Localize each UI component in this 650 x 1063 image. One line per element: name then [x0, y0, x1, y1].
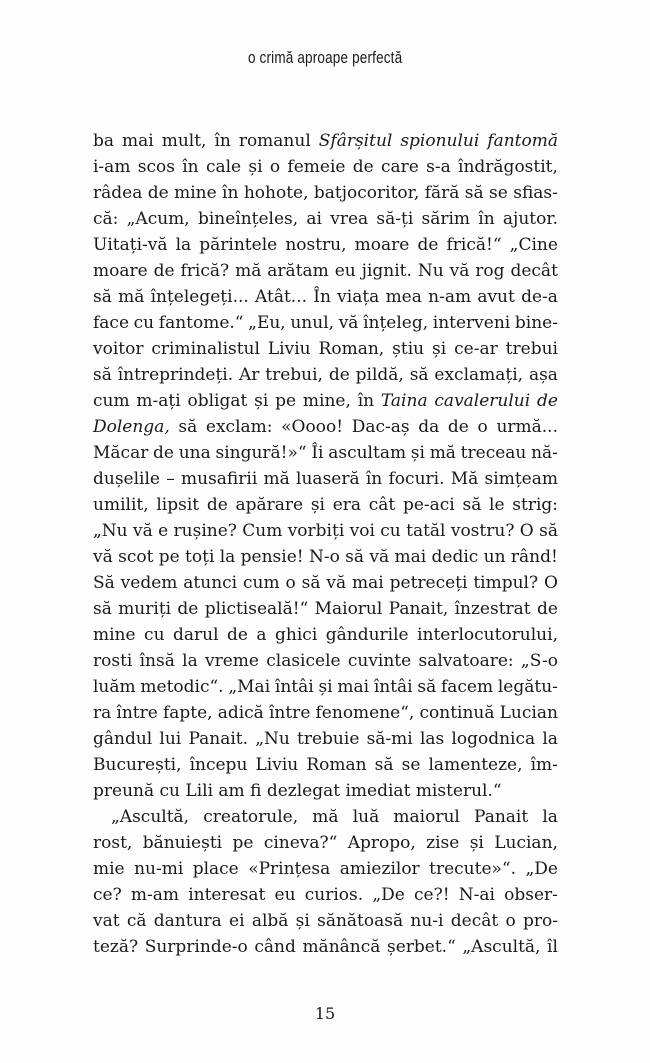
text-line: ra între fapte, adică între fenomene“, continuă Lucian: [93, 703, 558, 723]
text-line: să muriți de plictiseală!“ Maiorul Panait, înzestrat de: [93, 599, 558, 619]
text-line: rost, bănuiești pe cineva?“ Apropo, zise și Lucian,: [93, 833, 558, 853]
text-line: rosti însă la vreme clasicele cuvinte salvatoare: „S-o: [93, 651, 558, 671]
text-line: umilit, lipsit de apărare și era cât pe-aci să le strig:: [93, 495, 558, 515]
text-line: voitor criminalistul Liviu Roman, știu și ce-ar trebui: [93, 339, 558, 359]
text-line: Măcar de una singură!»“ Îi ascultam și mă treceau nă-: [93, 443, 558, 463]
text-line: luăm metodic“. „Mai întâi și mai întâi să facem legătu-: [93, 677, 558, 697]
text-line: gândul lui Panait. „Nu trebuie să-mi las logodnica la: [93, 729, 558, 749]
page-body-text: [93, 128, 558, 960]
text-line: ce? m-am interesat eu curios. „De ce?! N-ai obser-: [93, 885, 558, 905]
running-head-text: o crimă aproape perfectă: [247, 49, 403, 67]
page-number: 15: [314, 1004, 336, 1023]
text-line: moare de frică? mă arătam eu jignit. Nu vă rog decât: [93, 261, 558, 281]
text-line: râdea de mine în hohote, batjocoritor, fără să se sfias-: [93, 183, 558, 203]
text-line: face cu fantome.“ „Eu, unul, vă înțeleg, interveni bine-: [93, 313, 558, 333]
text-line: „Ascultă, creatorule, mă luă maiorul Panait la: [111, 807, 558, 827]
text-line: Dolenga, să exclam: «Oooo! Dac-aș da de o urmă...: [93, 417, 558, 437]
text-line: să mă înțelegeți... Atât... În viața mea n-am avut de-a: [93, 287, 558, 307]
text-line: mine cu darul de a ghici gândurile interlocutorului,: [93, 625, 558, 645]
text-line: dușelile – musafirii mă luaseră în focuri. Mă simțeam: [93, 469, 558, 489]
text-line: vă scot pe toți la pensie! N-o să vă mai dedic un rând!: [93, 547, 558, 567]
text-line: i-am scos în cale și o femeie de care s-a îndrăgostit,: [93, 157, 558, 177]
text-line: teză? Surprinde-o când mănâncă șerbet.“ „Ascultă, îl: [93, 937, 558, 957]
text-line: vat că dantura ei albă și sănătoasă nu-i decât o pro-: [93, 911, 558, 931]
text-line: că: „Acum, bineînțeles, ai vrea să-ți sărim în ajutor.: [93, 209, 558, 229]
text-line: „Nu vă e rușine? Cum vorbiți voi cu tatăl vostru? O să: [93, 521, 558, 541]
text-line: Să vedem atunci cum o să vă mai petreceți timpul? O: [93, 573, 558, 593]
text-line: cum m-ați obligat și pe mine, în Taina cavalerului de: [93, 391, 558, 411]
text-line: preună cu Lili am fi dezlegat imediat misterul.“: [93, 781, 502, 801]
text-line: București, începu Liviu Roman să se lamenteze, îm-: [93, 755, 558, 775]
text-line: mie nu-mi place «Prințesa amiezilor trecute»“. „De: [93, 859, 558, 879]
text-line: ba mai mult, în romanul Sfârșitul spionului fantomă: [93, 131, 558, 151]
text-line: să întreprindeți. Ar trebui, de pildă, să exclamați, așa: [93, 365, 558, 385]
text-line: Uitați-vă la părintele nostru, moare de frică!“ „Cine: [93, 235, 558, 255]
running-head: [0, 48, 650, 68]
